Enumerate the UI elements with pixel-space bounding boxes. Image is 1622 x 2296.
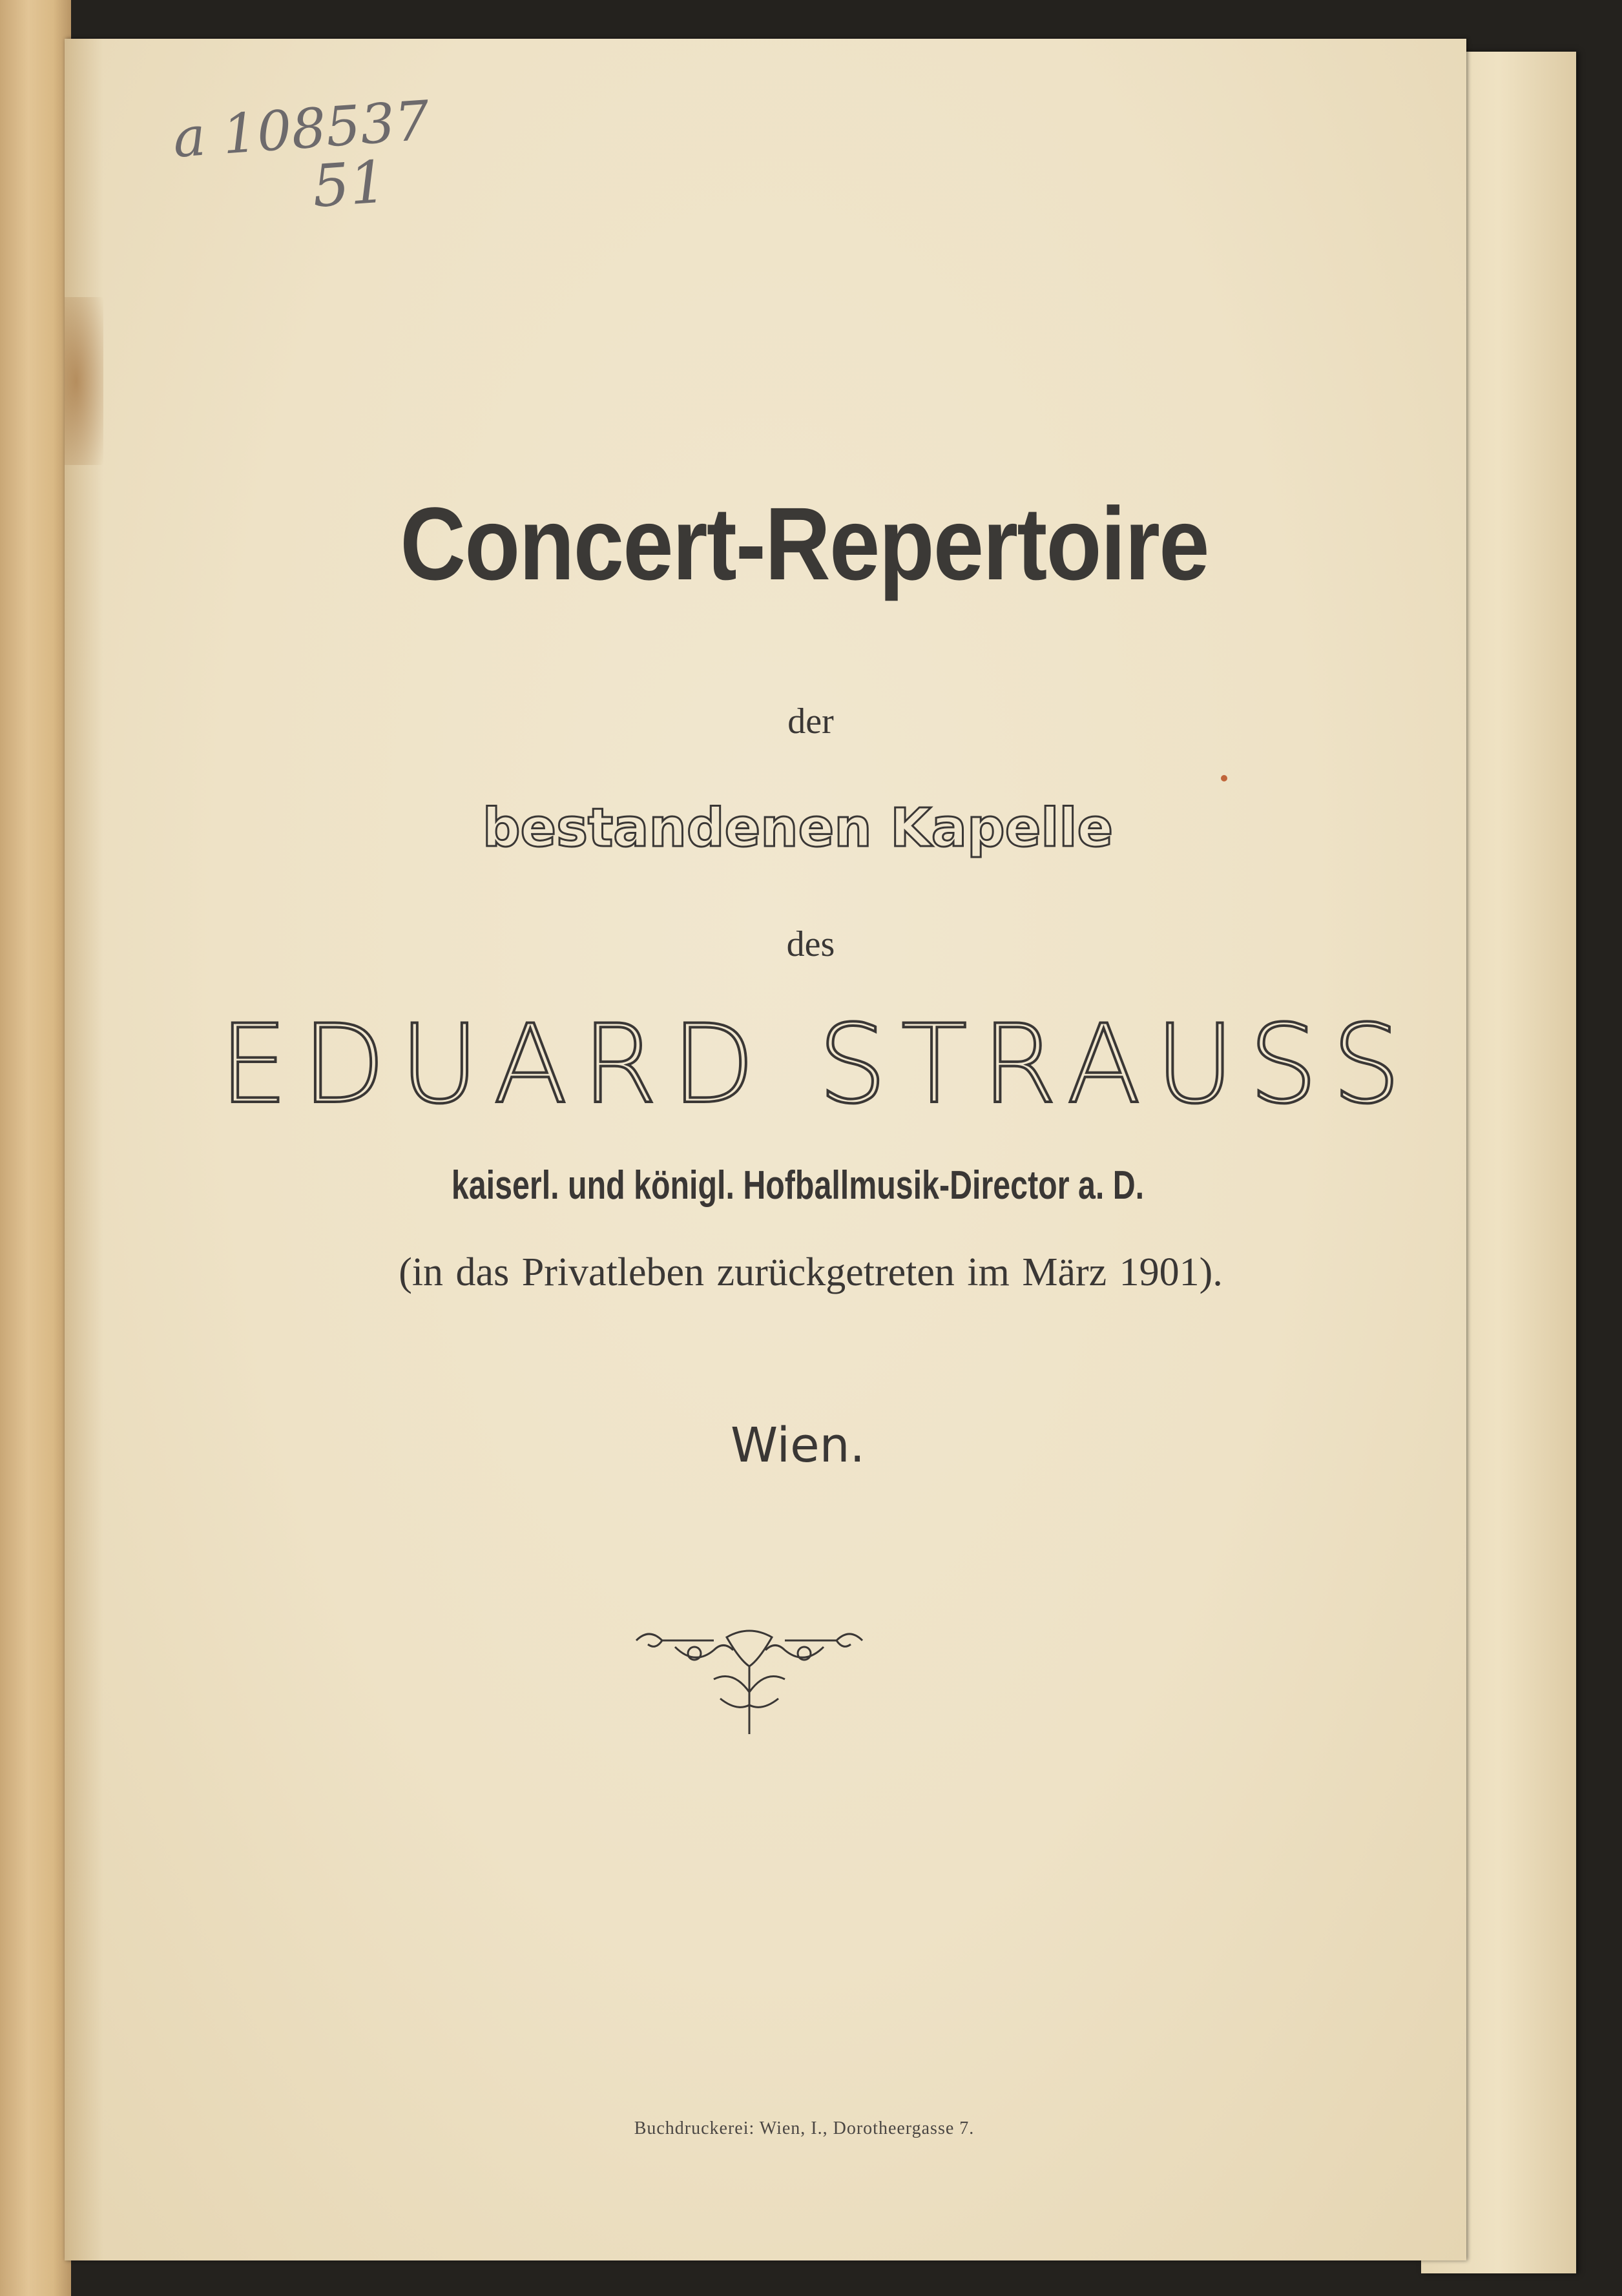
shelfmark-line-2: 51 bbox=[310, 148, 389, 222]
pencil-shelfmark bbox=[171, 88, 435, 227]
page-title: Concert-Repertoire bbox=[400, 486, 1209, 601]
shelfmark-line-1: a 108537 bbox=[171, 88, 431, 170]
conductor-title: kaiserl. und königl. Hofballmusik-Director a. D. bbox=[451, 1163, 1145, 1208]
water-stain bbox=[65, 297, 103, 465]
decorative-ornament-icon bbox=[630, 1621, 869, 1737]
retirement-note: (in das Privatleben zurückgetreten im März 1901). bbox=[399, 1250, 1223, 1294]
article-der: der bbox=[787, 701, 834, 741]
ensemble-name: bestandenen Kapelle bbox=[482, 798, 1114, 859]
place-of-publication: Wien. bbox=[730, 1418, 866, 1473]
title-page bbox=[65, 39, 1466, 2260]
article-des: des bbox=[786, 924, 835, 964]
previous-page-edge bbox=[0, 0, 71, 2296]
printer-imprint: Buchdruckerei: Wien, I., Dorotheergasse 7. bbox=[634, 2118, 975, 2138]
conductor-name: EDUARD STRAUSS bbox=[219, 1001, 1415, 1128]
ink-speck bbox=[1221, 775, 1227, 781]
